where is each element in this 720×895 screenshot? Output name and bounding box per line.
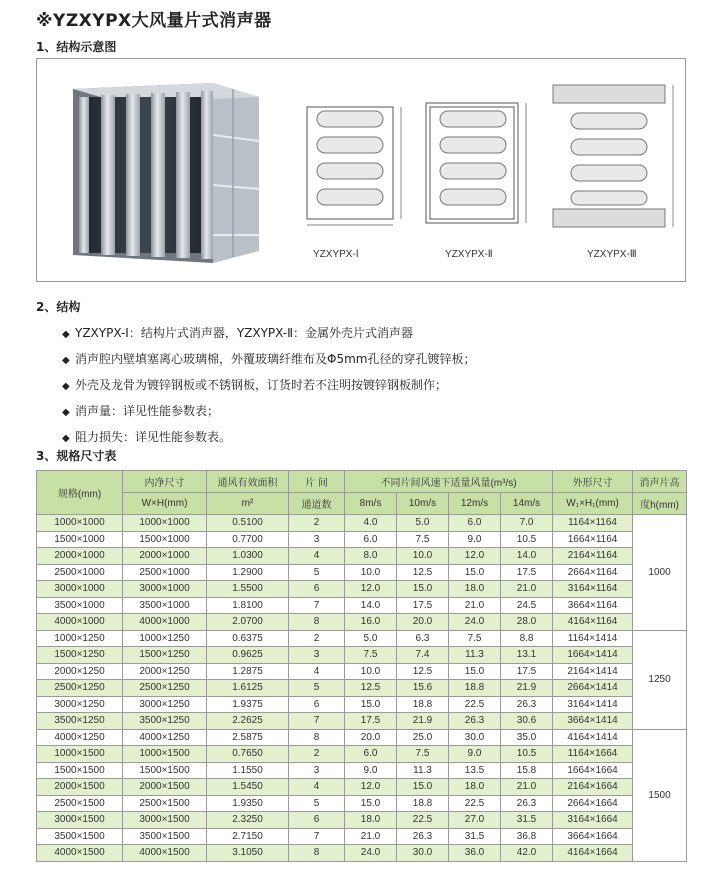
table-cell: 35.0 (501, 729, 553, 746)
table-cell: 12.5 (397, 564, 449, 581)
section-heading-spec-table: 3、规格尺寸表 (36, 449, 117, 463)
table-cell: 10.0 (345, 663, 397, 680)
table-cell: 13.5 (449, 762, 501, 779)
table-cell: 7 (289, 828, 345, 845)
table-cell: 3000×1250 (37, 696, 123, 713)
table-cell: 3664×1414 (553, 713, 633, 730)
table-cell: 4164×1414 (553, 729, 633, 746)
table-cell: 1.0300 (207, 548, 289, 565)
table-cell: 3000×1250 (123, 696, 207, 713)
table-cell: 4000×1000 (123, 614, 207, 631)
table-cell: 2164×1164 (553, 548, 633, 565)
table-cell: 1000×1500 (37, 746, 123, 763)
table-cell: 36.0 (449, 845, 501, 862)
table-cell: 21.9 (501, 680, 553, 697)
table-cell: 27.0 (449, 812, 501, 829)
table-cell: 15.6 (397, 680, 449, 697)
table-row (37, 581, 687, 598)
page-title: ※YZXYPX大风量片式消声器 (36, 11, 272, 31)
table-cell: 3500×1500 (37, 828, 123, 845)
table-cell: 3500×1500 (123, 828, 207, 845)
table-cell: 7.5 (449, 630, 501, 647)
table-cell: 4000×1250 (37, 729, 123, 746)
table-cell: 2 (289, 746, 345, 763)
baffle-height-cell: 1000 (633, 515, 687, 631)
table-cell: 7 (289, 713, 345, 730)
diagram-caption-1: YZXYPX-Ⅰ (313, 249, 359, 260)
table-cell: 25.0 (397, 729, 449, 746)
table-cell: 2.0700 (207, 614, 289, 631)
table-cell: 12.5 (397, 663, 449, 680)
table-cell: 2 (289, 630, 345, 647)
table-row (37, 845, 687, 862)
table-cell: 3000×1000 (123, 581, 207, 598)
table-cell: 3164×1164 (553, 581, 633, 598)
table-cell: 16.0 (345, 614, 397, 631)
bullet-item: ◆ YZXYPX-Ⅰ：结构片式消声器，YZXYPX-Ⅱ：金属外壳片式消声器 (62, 321, 475, 347)
table-cell: 31.5 (501, 812, 553, 829)
table-cell: 21.0 (501, 581, 553, 598)
table-cell: 2000×1500 (37, 779, 123, 796)
table-cell: 1.5500 (207, 581, 289, 598)
table-cell: 9.0 (449, 746, 501, 763)
table-row (37, 680, 687, 697)
table-cell: 2000×1000 (37, 548, 123, 565)
silencer-photo (63, 75, 289, 271)
table-cell: 21.0 (449, 597, 501, 614)
table-cell: 2000×1250 (123, 663, 207, 680)
table-cell: 15.0 (449, 663, 501, 680)
table-cell: 1500×1000 (37, 531, 123, 548)
table-row (37, 663, 687, 680)
table-cell: 18.8 (449, 680, 501, 697)
table-row (37, 564, 687, 581)
table-cell: 2.3250 (207, 812, 289, 829)
table-cell: 1500×1000 (123, 531, 207, 548)
table-row (37, 647, 687, 664)
header-inner-size: 内净尺寸 (123, 471, 207, 493)
table-cell: 24.0 (345, 845, 397, 862)
table-cell: 5 (289, 680, 345, 697)
table-cell: 3500×1000 (123, 597, 207, 614)
table-cell: 3164×1664 (553, 812, 633, 829)
table-cell: 8 (289, 614, 345, 631)
bullet-item: ◆ 消声量：详见性能参数表； (62, 399, 475, 425)
table-cell: 3164×1414 (553, 696, 633, 713)
baffle-height-cell: 1250 (633, 630, 687, 729)
table-row (37, 762, 687, 779)
table-cell: 1000×1000 (37, 515, 123, 532)
table-row (37, 614, 687, 631)
diamond-bullet-icon: ◆ (62, 433, 70, 444)
table-row (37, 779, 687, 796)
table-cell: 2.7150 (207, 828, 289, 845)
header-inner-size-unit: W×H(mm) (123, 493, 207, 515)
table-cell: 26.3 (449, 713, 501, 730)
table-cell: 4000×1500 (37, 845, 123, 862)
table-cell: 0.9625 (207, 647, 289, 664)
table-cell: 6.0 (449, 515, 501, 532)
table-cell: 2164×1664 (553, 779, 633, 796)
table-cell: 2500×1500 (123, 795, 207, 812)
table-row (37, 531, 687, 548)
table-cell: 12.0 (449, 548, 501, 565)
table-cell: 2500×1250 (123, 680, 207, 697)
table-cell: 0.6375 (207, 630, 289, 647)
table-cell: 3664×1164 (553, 597, 633, 614)
table-cell: 4 (289, 779, 345, 796)
table-cell: 8.0 (345, 548, 397, 565)
table-cell: 1500×1500 (37, 762, 123, 779)
table-cell: 10.5 (501, 531, 553, 548)
table-cell: 21.0 (345, 828, 397, 845)
bullet-item: ◆ 阻力损失：详见性能参数表。 (62, 425, 475, 451)
table-cell: 22.5 (449, 795, 501, 812)
table-cell: 1000×1250 (37, 630, 123, 647)
table-cell: 15.0 (397, 779, 449, 796)
table-cell: 6 (289, 696, 345, 713)
table-cell: 2500×1000 (37, 564, 123, 581)
table-cell: 8 (289, 729, 345, 746)
table-cell: 6 (289, 812, 345, 829)
table-cell: 18.0 (449, 779, 501, 796)
table-cell: 3 (289, 531, 345, 548)
section-heading-structure-diagram: 1、结构示意图 (36, 40, 117, 54)
table-cell: 2500×1000 (123, 564, 207, 581)
table-cell: 2 (289, 515, 345, 532)
table-cell: 4000×1250 (123, 729, 207, 746)
table-cell: 1164×1664 (553, 746, 633, 763)
table-cell: 26.3 (501, 696, 553, 713)
table-row (37, 746, 687, 763)
structure-diagram-panel (36, 58, 686, 282)
table-cell: 15.0 (345, 795, 397, 812)
table-cell: 28.0 (501, 614, 553, 631)
table-cell: 4 (289, 548, 345, 565)
table-cell: 1664×1164 (553, 531, 633, 548)
table-cell: 20.0 (397, 614, 449, 631)
table-cell: 7 (289, 597, 345, 614)
table-cell: 18.8 (397, 696, 449, 713)
table-cell: 2500×1250 (37, 680, 123, 697)
table-cell: 1000×1250 (123, 630, 207, 647)
header-airflow-group: 不同片间风速下适量风量(m³/s) (345, 471, 553, 493)
table-cell: 15.0 (397, 581, 449, 598)
table-cell: 18.8 (397, 795, 449, 812)
table-cell: 2000×1250 (37, 663, 123, 680)
table-cell: 24.5 (501, 597, 553, 614)
table-cell: 4164×1664 (553, 845, 633, 862)
table-cell: 2000×1000 (123, 548, 207, 565)
table-cell: 21.9 (397, 713, 449, 730)
table-cell: 1.8100 (207, 597, 289, 614)
table-cell: 30.6 (501, 713, 553, 730)
table-cell: 15.0 (345, 696, 397, 713)
table-cell: 1164×1414 (553, 630, 633, 647)
table-cell: 18.0 (345, 812, 397, 829)
diagram-type-3 (549, 81, 679, 231)
table-cell: 10.5 (501, 746, 553, 763)
table-cell: 5.0 (345, 630, 397, 647)
table-row (37, 795, 687, 812)
table-cell: 4164×1164 (553, 614, 633, 631)
table-cell: 4.0 (345, 515, 397, 532)
header-speed-14: 14m/s (501, 493, 553, 515)
table-cell: 3664×1664 (553, 828, 633, 845)
table-cell: 17.5 (397, 597, 449, 614)
table-row (37, 828, 687, 845)
header-speed-10: 10m/s (397, 493, 449, 515)
header-channels-unit: 通道数 (289, 493, 345, 515)
table-row (37, 548, 687, 565)
diamond-bullet-icon: ◆ (62, 329, 70, 340)
table-cell: 8 (289, 845, 345, 862)
table-cell: 2500×1500 (37, 795, 123, 812)
table-cell: 5 (289, 564, 345, 581)
table-cell: 1664×1414 (553, 647, 633, 664)
table-cell: 7.5 (345, 647, 397, 664)
table-cell: 1.2875 (207, 663, 289, 680)
table-cell: 11.3 (397, 762, 449, 779)
spec-table (36, 470, 687, 862)
diamond-bullet-icon: ◆ (62, 407, 70, 418)
table-cell: 3.1050 (207, 845, 289, 862)
table-cell: 2664×1414 (553, 680, 633, 697)
table-cell: 1000×1500 (123, 746, 207, 763)
table-cell: 10.0 (397, 548, 449, 565)
table-cell: 20.0 (345, 729, 397, 746)
table-cell: 15.8 (501, 762, 553, 779)
table-cell: 3500×1250 (123, 713, 207, 730)
diagram-type-1 (299, 99, 415, 229)
header-baffle-height-unit: 度h(mm) (633, 493, 687, 515)
table-cell: 6 (289, 581, 345, 598)
table-cell: 12.0 (345, 779, 397, 796)
table-row (37, 630, 687, 647)
table-cell: 15.0 (449, 564, 501, 581)
section-heading-structure: 2、结构 (36, 300, 81, 314)
table-cell: 6.0 (345, 746, 397, 763)
table-cell: 5.0 (397, 515, 449, 532)
table-cell: 2164×1414 (553, 663, 633, 680)
table-cell: 7.4 (397, 647, 449, 664)
table-cell: 10.0 (345, 564, 397, 581)
table-cell: 2000×1500 (123, 779, 207, 796)
table-cell: 2664×1164 (553, 564, 633, 581)
table-cell: 6.3 (397, 630, 449, 647)
table-cell: 4000×1500 (123, 845, 207, 862)
table-cell: 12.5 (345, 680, 397, 697)
table-row (37, 696, 687, 713)
table-cell: 3 (289, 647, 345, 664)
diagram-caption-3: YZXYPX-Ⅲ (587, 249, 637, 260)
table-cell: 5 (289, 795, 345, 812)
table-cell: 6.0 (345, 531, 397, 548)
diamond-bullet-icon: ◆ (62, 355, 70, 366)
table-cell: 0.5100 (207, 515, 289, 532)
header-spec: 规格(mm) (37, 471, 123, 515)
table-cell: 1.1550 (207, 762, 289, 779)
table-cell: 1500×1250 (37, 647, 123, 664)
table-cell: 3 (289, 762, 345, 779)
table-cell: 2.2625 (207, 713, 289, 730)
table-cell: 1.9350 (207, 795, 289, 812)
table-cell: 1500×1250 (123, 647, 207, 664)
table-cell: 26.3 (501, 795, 553, 812)
table-cell: 1.6125 (207, 680, 289, 697)
table-row (37, 812, 687, 829)
table-cell: 14.0 (345, 597, 397, 614)
table-cell: 4000×1000 (37, 614, 123, 631)
table-cell: 1164×1164 (553, 515, 633, 532)
table-cell: 7.0 (501, 515, 553, 532)
bullet-item: ◆ 消声腔内壁填塞离心玻璃棉，外覆玻璃纤维布及Φ5mm孔径的穿孔镀锌板； (62, 347, 475, 373)
diagram-caption-2: YZXYPX-Ⅱ (445, 249, 493, 260)
table-cell: 13.1 (501, 647, 553, 664)
table-cell: 0.7700 (207, 531, 289, 548)
table-cell: 1.2900 (207, 564, 289, 581)
table-cell: 36.8 (501, 828, 553, 845)
table-row (37, 729, 687, 746)
table-cell: 22.5 (397, 812, 449, 829)
table-cell: 4 (289, 663, 345, 680)
table-cell: 9.0 (345, 762, 397, 779)
table-cell: 17.5 (345, 713, 397, 730)
table-cell: 17.5 (501, 564, 553, 581)
table-cell: 17.5 (501, 663, 553, 680)
table-cell: 7.5 (397, 746, 449, 763)
structure-bullet-list (62, 321, 475, 451)
table-cell: 8.8 (501, 630, 553, 647)
table-cell: 21.0 (501, 779, 553, 796)
baffle-height-cell: 1500 (633, 729, 687, 861)
table-cell: 0.7650 (207, 746, 289, 763)
bullet-item: ◆ 外壳及龙骨为镀锌钢板或不锈钢板，订货时若不注明按镀锌钢板制作； (62, 373, 475, 399)
table-cell: 3000×1500 (123, 812, 207, 829)
table-row (37, 597, 687, 614)
header-effective-area: 通风有效面积 (207, 471, 289, 493)
table-cell: 1664×1664 (553, 762, 633, 779)
header-channels: 片 间 (289, 471, 345, 493)
table-cell: 1.5450 (207, 779, 289, 796)
table-cell: 1.9375 (207, 696, 289, 713)
table-cell: 11.3 (449, 647, 501, 664)
table-cell: 24.0 (449, 614, 501, 631)
table-cell: 3500×1000 (37, 597, 123, 614)
table-cell: 42.0 (501, 845, 553, 862)
table-cell: 12.0 (345, 581, 397, 598)
header-speed-12: 12m/s (449, 493, 501, 515)
diagram-type-2 (422, 99, 538, 229)
table-cell: 18.0 (449, 581, 501, 598)
table-row (37, 713, 687, 730)
table-cell: 7.5 (397, 531, 449, 548)
table-row (37, 515, 687, 532)
diamond-bullet-icon: ◆ (62, 381, 70, 392)
table-cell: 3500×1250 (37, 713, 123, 730)
table-cell: 9.0 (449, 531, 501, 548)
header-outer-size-unit: W₁×H₁(mm) (553, 493, 633, 515)
header-speed-8: 8m/s (345, 493, 397, 515)
header-effective-area-unit: m² (207, 493, 289, 515)
table-cell: 22.5 (449, 696, 501, 713)
table-cell: 3000×1000 (37, 581, 123, 598)
header-baffle-height: 消声片高 (633, 471, 687, 493)
table-cell: 1000×1000 (123, 515, 207, 532)
table-cell: 3000×1500 (37, 812, 123, 829)
table-cell: 30.0 (449, 729, 501, 746)
table-cell: 26.3 (397, 828, 449, 845)
table-cell: 31.5 (449, 828, 501, 845)
table-cell: 2.5875 (207, 729, 289, 746)
table-cell: 2664×1664 (553, 795, 633, 812)
header-outer-size: 外形尺寸 (553, 471, 633, 493)
table-cell: 30.0 (397, 845, 449, 862)
table-cell: 14.0 (501, 548, 553, 565)
table-cell: 1500×1500 (123, 762, 207, 779)
